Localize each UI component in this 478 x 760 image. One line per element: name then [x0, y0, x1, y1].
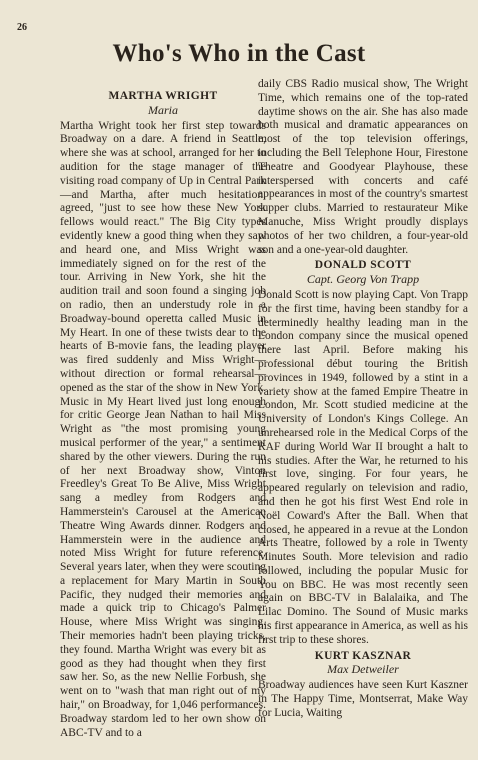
cast-name-kurt-kaszner: KURT KASZNAR: [314, 649, 412, 662]
bio-donald-scott: Donald Scott is now playing Capt. Von Trapp for the first time, having been standby for a determinedly healthy leading man in the London company since the musical opened there last April. Before making his professional début touring the British provinces in 1949, followed by a stint in a variety show at the famed Empire Theatre in London, Mr. Scott studied medicine at the University of London's Kings College. An unrehearsed role in the Medical Corps of the RAF during World War II brought a halt to his studies. After the War, he returned to his first love, singing. For four years, he appeared regularly on television and radio, and then he got his first West End role in Noël Coward's After the Ball. When that closed, he appeared in a revue at the London Arts Theatre, followed by a role in Twenty Minutes South. More television and radio followed, including the popular Music for You on BBC. He was most recently seen again on BBC-TV in Balalaika, and The Lilac Domino. The Sound of Music marks his first appearance in America, as well as his first trip to these shores.: [258, 288, 468, 646]
cast-name-donald-scott: DONALD SCOTT: [314, 259, 412, 272]
left-column: [60, 90, 266, 742]
page-title: Who's Who in the Cast: [112, 40, 366, 67]
cast-role-von-trapp: Capt. Georg Von Trapp: [306, 272, 420, 287]
bio-martha-wright-part1: Martha Wright took her first step towards Broadway on a dare. A friend in Seattle, where she was at school, arranged for her to audition for the stage manager of the visiting road company of Up in Central Park—and Martha, after much hesitation, agreed, "just to see how these New York fellows would react." The Big City types evidently knew a good thing when they saw and heard one, and Miss Wright was immediately signed on for the rest of the tour. Arriving in New York, she hit the audition trail and soon found a singing job on radio, then an understudy role in a Broadway-bound operetta called Music in My Heart. In one of these twists dear to the hearts of B-movie fans, the leading player was fired suddenly and Miss Wright—without direction or formal rehearsal—opened as the star of the show in New York. Music in My Heart lived just long enough for critic George Jean Nathan to hail Miss Wright as "the most promising young musical performer of the year," a sentiment shared by the other viewers. During the run of her next Broadway show, Vinton Freedley's Great To Be Alive, Miss Wright sang a medley from Rodgers and Hammerstein's Carousel at the American Theatre Wing Awards dinner. Rodgers and Hammerstein were in the audience and noted Miss Wright for future reference. Several years later, when they were scouting a replacement for Mary Martin in South Pacific, they nudged their memories and made a quick trip to Chicago's Palmer House, where Miss Wright was singing. Their memories hadn't been playing tricks, they found. Martha Wright was every bit as good as they had thought when they first saw her. So, as the new Nellie Forbush, she went on to "wash that man right out of my hair," on Broadway, for 1,046 performances. Broadway stardom led to her own show on ABC-TV and to a: [60, 119, 266, 739]
cast-name-martha-wright: MARTHA WRIGHT: [108, 90, 218, 102]
cast-role-max-detweiler: Max Detweiler: [327, 662, 399, 677]
cast-role-maria: Maria: [148, 102, 178, 117]
page-number: 26: [17, 22, 27, 33]
right-column: [258, 78, 468, 723]
bio-martha-wright-part2: daily CBS Radio musical show, The Wright Time, which remains one of the top-rated daytime shows on the air. She has also made both musical and dramatic appearances on most of the top television offerings, including the Bell Telephone Hour, Firestone Theatre and Goodyear Playhouse, these interspersed with concerts and café appearances in most of the country's smartest supper clubs. Married to restaurateur Mike Manuche, Miss Wright proudly displays photos of her two children, a four-year-old son and a one-year-old daughter.: [258, 78, 468, 256]
bio-kurt-kaszner: Broadway audiences have seen Kurt Kaszner in The Happy Time, Montserrat, Make Way for Lucia, Waiting: [258, 679, 468, 719]
